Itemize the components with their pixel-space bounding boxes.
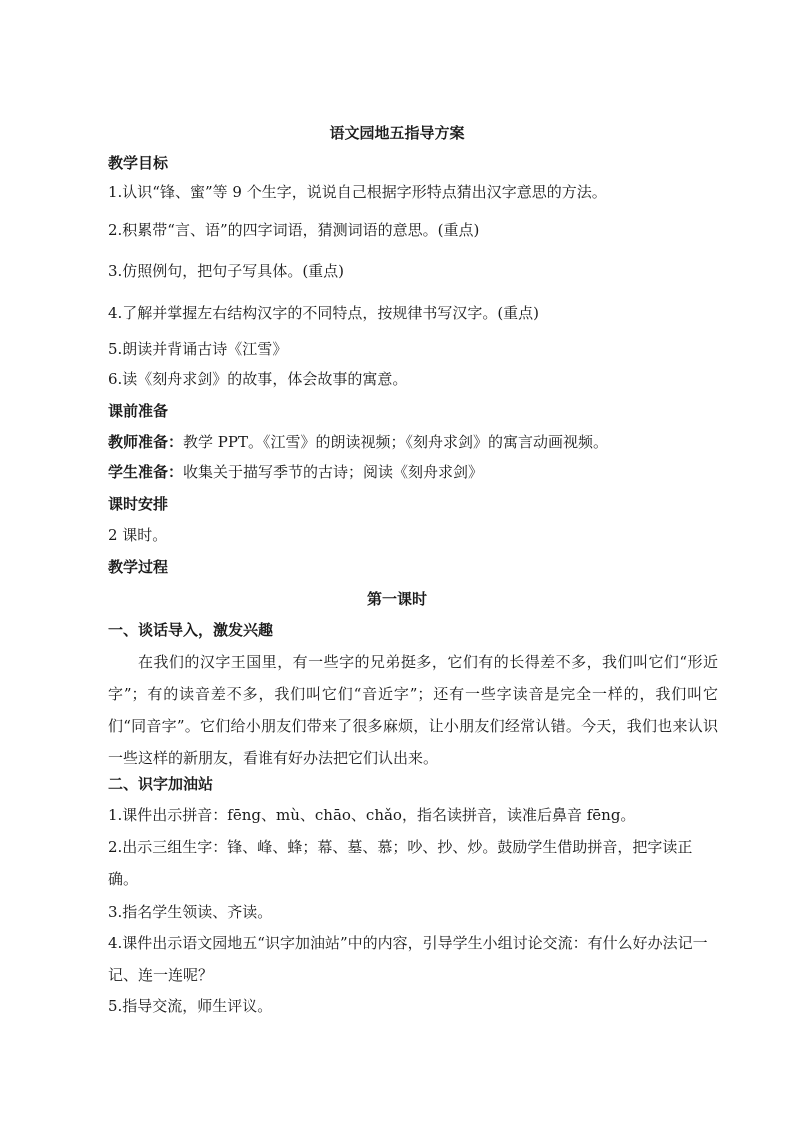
section2-item: 5.指导交流，师生评议。	[108, 997, 273, 1015]
goal-item: 4.了解并掌握左右结构汉字的不同特点，按规律书写汉字。(重点)	[108, 304, 540, 322]
document-title: 语文园地五指导方案	[329, 124, 465, 142]
process-heading: 教学过程	[108, 558, 169, 576]
student-prep-label: 学生准备：	[108, 463, 184, 481]
goal-item: 6.读《刻舟求剑》的故事，体会故事的寓意。	[108, 370, 408, 388]
goal-item: 2.积累带“言、语”的四字词语，猜测词语的意思。(重点)	[108, 221, 480, 239]
goal-item: 1.认识“锋、蜜”等 9 个生字，说说自己根据字形特点猜出汉字意思的方法。	[108, 183, 607, 201]
prep-heading: 课前准备	[108, 402, 169, 420]
section2-item	[108, 805, 635, 825]
teacher-prep	[108, 432, 608, 452]
schedule-text: 2 课时。	[108, 526, 168, 544]
teacher-prep-label: 教师准备：	[108, 433, 184, 451]
goals-heading: 教学目标	[108, 154, 169, 172]
section2-item-text: 1.课件出示拼音：fēng、mù、chāo、chǎo，指名读拼音，读准后鼻音 fēng。	[108, 806, 636, 824]
schedule-heading: 课时安排	[108, 495, 169, 513]
student-prep-text: 收集关于描写季节的古诗；阅读《刻舟求剑》	[183, 463, 484, 481]
goal-item: 3.仿照例句，把句子写具体。(重点)	[108, 262, 345, 280]
lesson-title: 第一课时	[366, 590, 427, 608]
section1-paragraph: 在我们的汉字王国里，有一些字的兄弟挺多，它们有的长得差不多，我们叫它们“形近字”；有的读音差不多，我们叫它们“音近字”；还有一些字读音是完全一样的，我们叫它们“同音字”。它们给小朋友们带来了很多麻烦，让小朋友们经常认错。今天，我们也来认识一些这样的新朋友，看谁有好办法把它们认出来。	[108, 653, 718, 767]
section1-heading: 一、谈话导入，激发兴趣	[108, 621, 274, 639]
section2-item: 4.课件出示语文园地五“识字加油站”中的内容，引导学生小组讨论交流：有什么好办法记一记、连一连呢？	[108, 934, 708, 984]
student-prep	[108, 462, 483, 482]
goal-item: 5.朗读并背诵古诗《江雪》	[108, 340, 288, 358]
section2-heading: 二、识字加油站	[108, 775, 214, 793]
teacher-prep-text: 教学 PPT。《江雪》的朗读视频；《刻舟求剑》的寓言动画视频。	[183, 433, 608, 451]
section2-item: 3.指名学生领读、齐读。	[108, 903, 273, 921]
section2-item: 2.出示三组生字：锋、峰、蜂；幕、墓、慕；吵、抄、炒。鼓励学生借助拼音，把字读正确。	[108, 838, 693, 888]
